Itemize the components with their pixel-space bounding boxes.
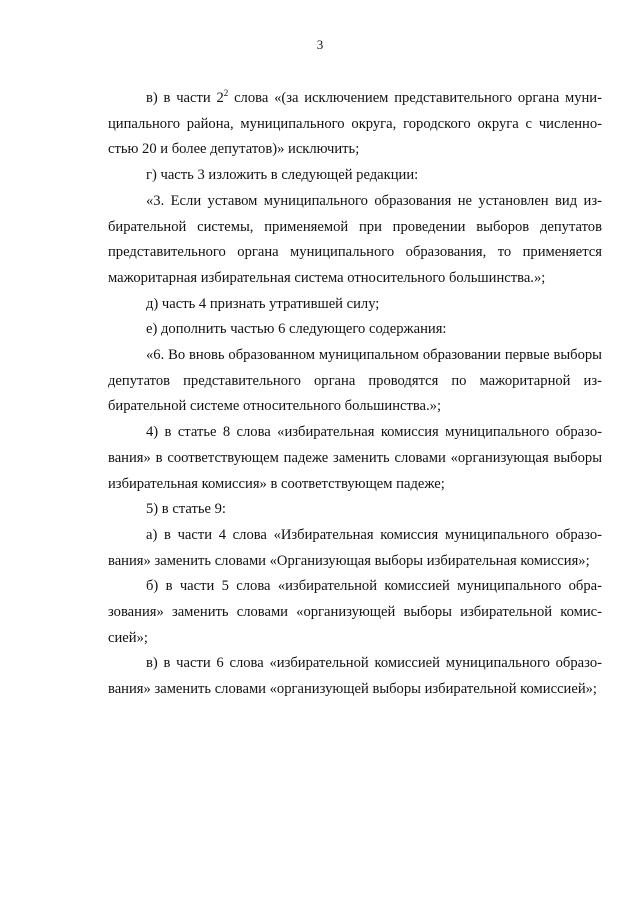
- paragraph-quote-3: «3. Если уставом муниципального образования не установлен вид избирательной системы, применяемой при проведении выборов депутатов представительного органа муниципального образования, то применяется мажоритарная избирательная система относительного большинства.»;: [108, 192, 602, 286]
- paragraph-d-part-4: д) часть 4 признать утратившей силу;: [146, 295, 380, 312]
- paragraph-v-part-6: в) в части 6 слова «избирательной комиссией муниципального образования» заменить словами «организующей выборы избирательной комиссией»;: [108, 655, 602, 698]
- paragraph-e-part-6: е) дополнить частью 6 следующего содержания:: [146, 321, 447, 338]
- paragraph-a-part-4: а) в части 4 слова «Избирательная комиссия муниципального образования» заменить словами «Организующая выборы избирательная комиссия»;: [108, 526, 602, 569]
- paragraph-text-start: в) в части 2: [146, 90, 224, 106]
- paragraph-text-end: слова «(за исключением представительного органа муниципального района, муниципального округа, городского округа с численностью 20 и более депутатов)» исключить;: [108, 90, 602, 158]
- paragraph-v-part-2-2: [108, 86, 602, 163]
- paragraph-article-8: 4) в статье 8 слова «избирательная комиссия муниципального образования» в соответствующем падеже заменить словами «организующая выборы избирательная комиссия» в соответствующем падеже;: [108, 424, 602, 492]
- paragraph-b-part-5: б) в части 5 слова «избирательной комиссией муниципального образования» заменить словами «организующей выборы избирательной комиссией»;: [108, 578, 602, 646]
- page-number: 3: [316, 37, 324, 52]
- superscript: 2: [223, 88, 229, 98]
- document-body: [108, 86, 602, 703]
- paragraph-article-9: 5) в статье 9:: [146, 501, 226, 518]
- paragraph-quote-6: «6. Во вновь образованном муниципальном образовании первые выборы депутатов представительного органа проводятся по мажоритарной избирательной системе относительного большинства.»;: [108, 347, 602, 415]
- paragraph-g-part-3: г) часть 3 изложить в следующей редакции:: [146, 167, 419, 184]
